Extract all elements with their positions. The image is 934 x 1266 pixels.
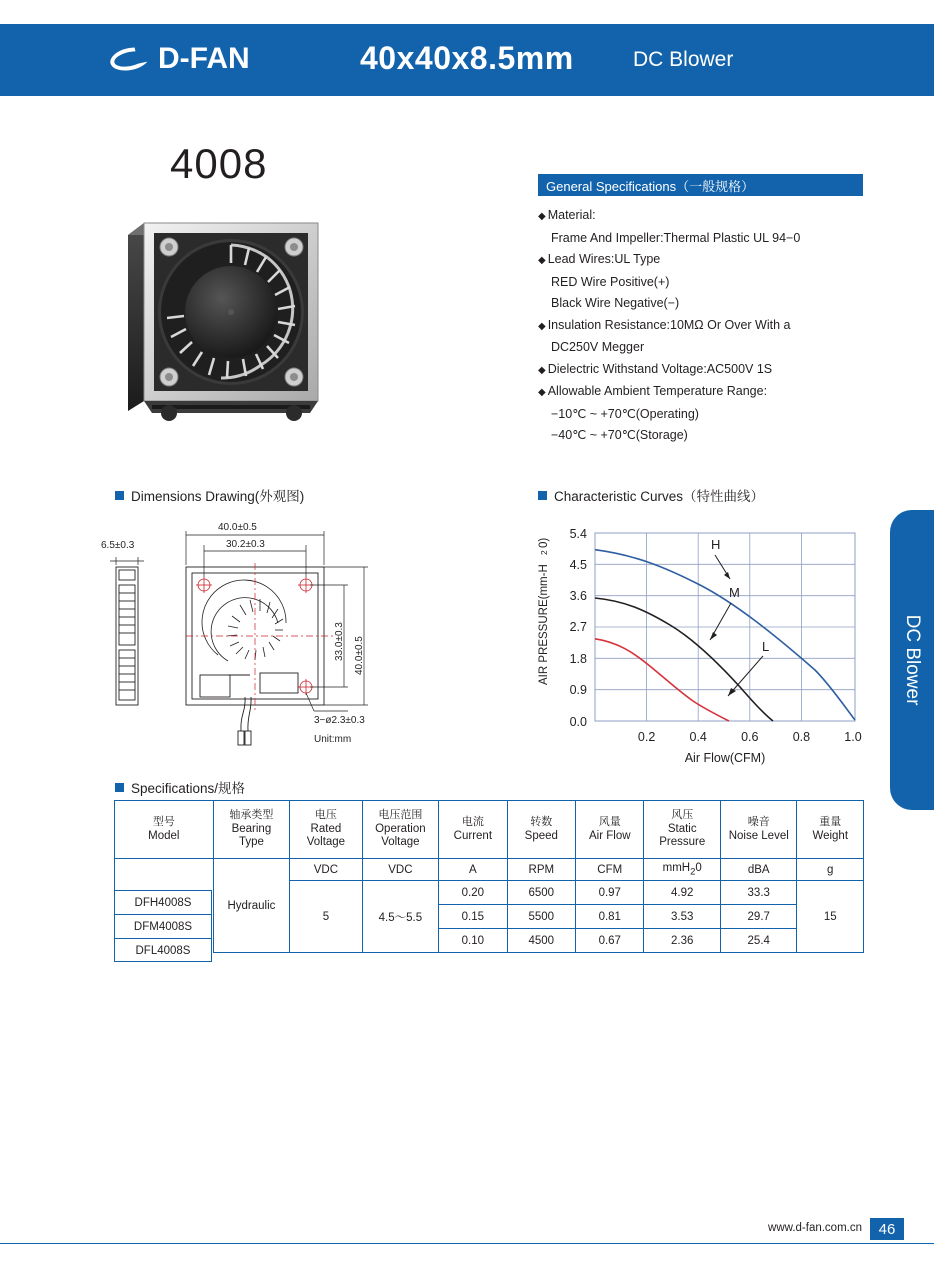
cell-static-pressure: 4.92	[644, 881, 721, 905]
footer-url: www.d-fan.com.cn	[768, 1222, 862, 1234]
square-bullet-icon	[115, 491, 124, 500]
section-label: Specifications/规格	[131, 781, 246, 796]
gs-item: RED Wire Positive(+)	[551, 274, 670, 289]
unit-air-flow: CFM	[576, 859, 644, 881]
y-tick-0.9: 0.9	[569, 683, 587, 697]
footer-divider	[0, 1243, 934, 1244]
x-tick-0.2: 0.2	[637, 730, 656, 744]
y-tick-1.8: 1.8	[569, 652, 587, 666]
cell-noise: 33.3	[720, 881, 797, 905]
table-header-row-2	[115, 859, 864, 881]
curve-label-M: M	[729, 585, 740, 600]
cell-air-flow: 0.81	[576, 905, 644, 929]
x-tick-0.8: 0.8	[792, 730, 811, 744]
cell-weight: 15	[797, 881, 864, 953]
dim-width-inner: 30.2±0.3	[226, 539, 265, 550]
cell-speed: 6500	[507, 881, 575, 905]
section-heading-dimensions	[115, 485, 304, 505]
cell-model: DFL4008S	[114, 938, 212, 962]
model-column	[114, 890, 212, 962]
curve-label-L: L	[762, 639, 770, 654]
dim-hole-callout: 3−ø2.3±0.3	[314, 715, 365, 726]
cell-current: 0.20	[439, 881, 507, 905]
cell-air-flow: 0.97	[576, 881, 644, 905]
th-noise-level: 噪音 Noise Level	[720, 801, 797, 859]
cell-model: DFM4008S	[114, 914, 212, 938]
gs-item: ◆ Insulation Resistance:10MΩ Or Over With a	[538, 317, 791, 332]
cell-model: DFH4008S	[114, 890, 212, 914]
dim-height-inner: 33.0±0.3	[334, 622, 345, 661]
y-axis-label-end: 0)	[538, 537, 550, 548]
curve-label-H: H	[711, 537, 721, 552]
dimensions-drawing	[100, 515, 520, 760]
section-heading-curves	[538, 485, 764, 505]
cell-air-flow: 0.67	[576, 929, 644, 953]
gs-item: ◆ Material:	[538, 208, 596, 222]
th-rated-voltage: 电压 Rated Voltage	[290, 801, 362, 859]
unit-noise-level: dBA	[720, 859, 797, 881]
table-header-row-1	[115, 801, 864, 859]
gs-item: DC250V Megger	[551, 340, 645, 354]
dim-width-overall: 40.0±0.5	[218, 522, 257, 533]
cell-current: 0.10	[439, 929, 507, 953]
page-number: 46	[870, 1218, 904, 1240]
gs-item: Frame And Impeller:Thermal Plastic UL 94−0	[551, 230, 801, 245]
cell-speed: 5500	[507, 905, 575, 929]
gs-item: ◆ Allowable Ambient Temperature Range:	[538, 384, 768, 398]
th-current: 电流 Current	[439, 801, 507, 859]
cell-current: 0.15	[439, 905, 507, 929]
th-air-flow: 风量 Air Flow	[576, 801, 644, 859]
cell-noise: 25.4	[720, 929, 797, 953]
cell-noise: 29.7	[720, 905, 797, 929]
dim-height-overall: 40.0±0.5	[354, 636, 365, 675]
y-tick-0.0: 0.0	[569, 715, 587, 729]
square-bullet-icon	[538, 491, 547, 500]
th-model: 型号 Model	[115, 801, 214, 859]
unit-static-pressure: mmH$_2$0	[644, 859, 721, 881]
model-number: 4008	[170, 140, 268, 187]
th-operation-voltage: 电压范围 Operation Voltage	[362, 801, 439, 859]
brand-logo	[110, 42, 250, 76]
x-tick-0.6: 0.6	[741, 730, 759, 744]
x-tick-1.0: 1.0	[844, 730, 862, 744]
x-tick-0.4: 0.4	[689, 730, 707, 744]
gs-item: ◆ Dielectric Withstand Voltage:AC500V 1S	[538, 361, 773, 376]
th-weight: 重量 Weight	[797, 801, 864, 859]
page-header	[0, 0, 934, 103]
cell-speed: 4500	[507, 929, 575, 953]
th-bearing-type: 轴承类型 Bearing Type	[213, 801, 290, 859]
dim-thickness: 6.5±0.3	[101, 540, 135, 551]
unit-speed: RPM	[507, 859, 575, 881]
specifications-table	[114, 800, 864, 953]
gs-item: Black Wire Negative(−)	[551, 296, 680, 310]
y-tick-5.4: 5.4	[569, 527, 587, 541]
square-bullet-icon	[115, 783, 124, 792]
gs-item: −40℃ ~ +70℃(Storage)	[551, 428, 688, 442]
product-photo	[118, 205, 338, 430]
th-speed: 转数 Speed	[507, 801, 575, 859]
cell-bearing-type: Hydraulic	[213, 859, 290, 953]
section-label: Dimensions Drawing(外观图)	[131, 489, 305, 504]
th-static-pressure: 风压 Static Pressure	[644, 801, 721, 859]
general-specifications-title: General Specifications（一般规格）	[538, 174, 863, 196]
y-tick-3.6: 3.6	[569, 589, 587, 603]
section-heading-specifications	[115, 777, 245, 797]
y-axis-label: AIR PRESSURE(mm-H	[538, 564, 550, 685]
unit-operation-voltage: VDC	[362, 859, 439, 881]
brand-name: D-FAN	[158, 42, 250, 75]
dim-unit: Unit:mm	[314, 734, 352, 745]
side-tab-label: DC Blower	[902, 614, 923, 706]
cell-static-pressure: 3.53	[644, 905, 721, 929]
page-subtitle: DC Blower	[633, 48, 734, 71]
y-tick-2.7: 2.7	[569, 620, 587, 634]
characteristic-curves-chart	[525, 515, 885, 770]
page-title: 40x40x8.5mm	[360, 40, 574, 76]
section-label: Characteristic Curves（特性曲线）	[554, 489, 765, 504]
gs-item: ◆ Lead Wires:UL Type	[538, 252, 661, 266]
side-tab-dc-blower	[890, 510, 934, 810]
y-axis-label-sub: 2	[539, 550, 549, 555]
unit-rated-voltage: VDC	[290, 859, 362, 881]
x-axis-label: Air Flow(CFM)	[684, 751, 766, 765]
cell-rated-voltage: 5	[290, 881, 362, 953]
cell-operation-voltage: 4.5～5.5	[362, 881, 439, 953]
gs-item: −10℃ ~ +70℃(Operating)	[551, 406, 699, 421]
general-specifications-list	[538, 205, 878, 447]
unit-current: A	[439, 859, 507, 881]
y-tick-4.5: 4.5	[569, 558, 587, 572]
cell-static-pressure: 2.36	[644, 929, 721, 953]
unit-weight: g	[797, 859, 864, 881]
ellipse-logo-icon	[110, 44, 152, 74]
